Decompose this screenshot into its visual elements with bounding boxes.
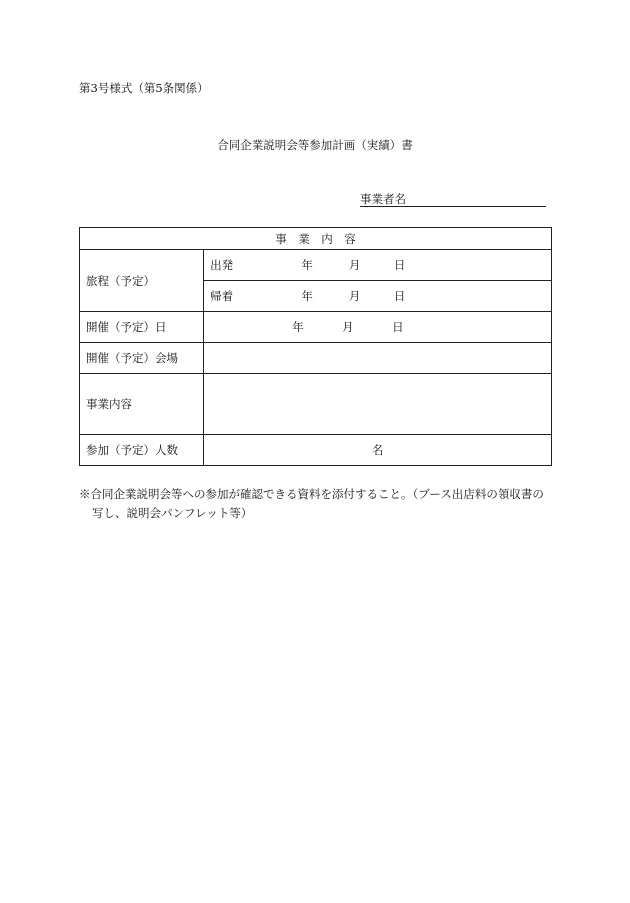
business-name-label: 事業者名 bbox=[360, 192, 406, 206]
note-line-1: ※合同企業説明会等への参加が確認できる資料を添付すること。（ブース出店料の領収書の bbox=[79, 487, 544, 501]
participants-cell[interactable] bbox=[204, 435, 552, 466]
content-cell[interactable] bbox=[204, 374, 552, 435]
return-month: 月 bbox=[348, 289, 361, 303]
return-year: 年 bbox=[301, 289, 313, 303]
venue-label: 開催（予定）会場 bbox=[80, 343, 204, 374]
venue-cell[interactable] bbox=[204, 343, 552, 374]
attachment-note bbox=[79, 485, 559, 523]
business-name-field[interactable] bbox=[360, 193, 546, 207]
departure-year: 年 bbox=[301, 258, 313, 272]
table-header-row bbox=[80, 228, 552, 250]
section-header: 事 業 内 容 bbox=[80, 228, 552, 250]
document-title: 合同企業説明会等参加計画（実績）書 bbox=[217, 138, 413, 152]
participants-unit: 名 bbox=[371, 443, 384, 457]
plan-table bbox=[79, 227, 552, 466]
itinerary-departure-row bbox=[80, 250, 552, 281]
return-label: 帰着 bbox=[210, 289, 234, 303]
itinerary-label: 旅程（予定） bbox=[80, 250, 204, 312]
departure-day: 日 bbox=[393, 258, 406, 272]
departure-cell[interactable] bbox=[204, 250, 552, 281]
participants-label: 参加（予定）人数 bbox=[80, 435, 204, 466]
event-date-label: 開催（予定）日 bbox=[80, 312, 204, 343]
note-line-2: 写し、説明会パンフレット等） bbox=[92, 506, 253, 520]
return-day: 日 bbox=[393, 289, 406, 303]
departure-month: 月 bbox=[348, 258, 361, 272]
content-row bbox=[80, 374, 552, 435]
participants-row bbox=[80, 435, 552, 466]
event-date-cell[interactable] bbox=[204, 312, 552, 343]
event-date-month: 月 bbox=[342, 320, 354, 334]
venue-row bbox=[80, 343, 552, 374]
event-date-day: 日 bbox=[392, 320, 404, 334]
content-label: 事業内容 bbox=[80, 374, 204, 435]
return-cell[interactable] bbox=[204, 281, 552, 312]
departure-label: 出発 bbox=[210, 258, 234, 272]
form-number: 第3号様式（第5条関係） bbox=[79, 81, 209, 95]
event-date-row bbox=[80, 312, 552, 343]
event-date-year: 年 bbox=[292, 320, 304, 334]
